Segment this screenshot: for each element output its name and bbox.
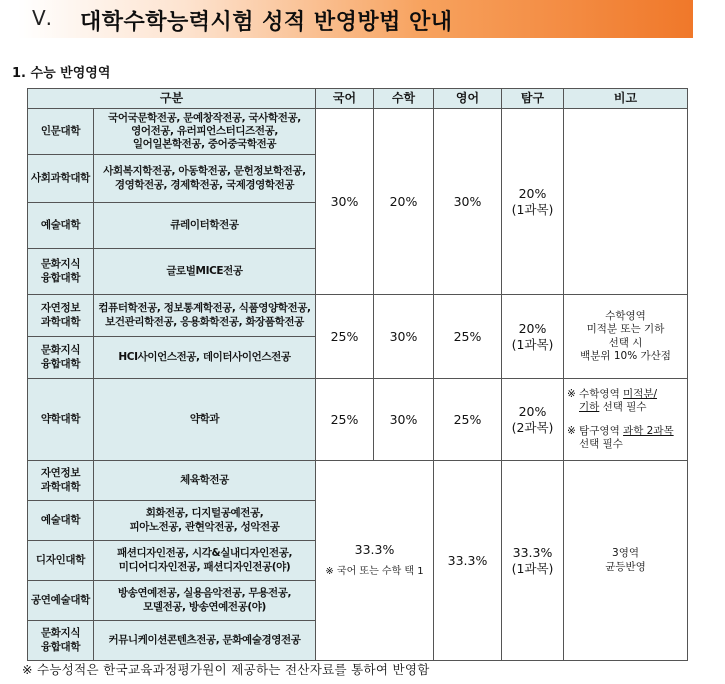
college-cell: 인문대학 <box>28 109 94 155</box>
math-value: 20% <box>374 109 434 295</box>
college-cell: 예술대학 <box>28 501 94 541</box>
college-cell: 디자인대학 <box>28 541 94 581</box>
dept-cell: 사회복지학전공, 아동학전공, 문헌정보학전공, 경영학전공, 경제학전공, 국제경영학전공 <box>94 155 316 203</box>
korean-value: 25% <box>316 295 374 379</box>
table-row <box>28 109 688 155</box>
math-value: 30% <box>374 379 434 461</box>
note-cell: ※ 수학영역 미적분/ 기하 선택 필수 ※ 탐구영역 과학 2과목 선택 필수 <box>564 379 688 461</box>
footnote: ※ 수능성적은 한국교육과정평가원이 제공하는 전산자료를 통하여 반영함 <box>22 662 430 677</box>
header-korean: 국어 <box>316 89 374 109</box>
note-cell: 수학영역 미적분 또는 기하 선택 시 백분위 10% 가산점 <box>564 295 688 379</box>
english-value: 25% <box>434 295 502 379</box>
college-cell: 약학대학 <box>28 379 94 461</box>
inquiry-value: 20% (2과목) <box>502 379 564 461</box>
subsection-title: 1. 수능 반영영역 <box>12 66 111 81</box>
table-row <box>28 379 688 461</box>
dept-cell: 방송연예전공, 실용음악전공, 무용전공, 모델전공, 방송연예전공(야) <box>94 581 316 621</box>
dept-cell: 국어국문학전공, 문예창작전공, 국사학전공, 영어전공, 유러피언스터디즈전공, 일어일본학전공, 중어중국학전공 <box>94 109 316 155</box>
college-cell: 예술대학 <box>28 203 94 249</box>
college-cell: 공연예술대학 <box>28 581 94 621</box>
dept-cell: 글로벌MICE전공 <box>94 249 316 295</box>
math-value: 30% <box>374 295 434 379</box>
table-row <box>28 295 688 337</box>
inquiry-value: 20% (1과목) <box>502 295 564 379</box>
note-cell <box>564 109 688 295</box>
dept-cell: 컴퓨터학전공, 정보통계학전공, 식품영양학전공, 보건관리학전공, 응용화학전공, 화장품학전공 <box>94 295 316 337</box>
header-category: 구분 <box>28 89 316 109</box>
dept-cell: 체육학전공 <box>94 461 316 501</box>
section-number: Ⅴ. <box>32 6 53 30</box>
inquiry-value: 20% (1과목) <box>502 109 564 295</box>
dept-cell: HCI사이언스전공, 데이터사이언스전공 <box>94 337 316 379</box>
header-english: 영어 <box>434 89 502 109</box>
header-math: 수학 <box>374 89 434 109</box>
english-value: 30% <box>434 109 502 295</box>
section-title: 대학수학능력시험 성적 반영방법 안내 <box>80 10 453 35</box>
table-header-row <box>28 89 688 109</box>
college-cell: 문화지식 융합대학 <box>28 249 94 295</box>
dept-cell: 약학과 <box>94 379 316 461</box>
english-value: 33.3% <box>434 461 502 661</box>
header-inquiry: 탐구 <box>502 89 564 109</box>
college-cell: 문화지식 융합대학 <box>28 337 94 379</box>
korean-math-value: 33.3% ※ 국어 또는 수학 택 1 <box>316 461 434 661</box>
inquiry-value: 33.3% (1과목) <box>502 461 564 661</box>
dept-cell: 큐레이터학전공 <box>94 203 316 249</box>
english-value: 25% <box>434 379 502 461</box>
college-cell: 사회과학대학 <box>28 155 94 203</box>
dept-cell: 회화전공, 디지털공예전공, 피아노전공, 관현악전공, 성악전공 <box>94 501 316 541</box>
header-note: 비고 <box>564 89 688 109</box>
dept-cell: 패션디자인전공, 시각&실내디자인전공, 미디어디자인전공, 패션디자인전공(야) <box>94 541 316 581</box>
section-banner <box>18 0 693 38</box>
korean-value: 30% <box>316 109 374 295</box>
dept-cell: 커뮤니케이션콘텐츠전공, 문화예술경영전공 <box>94 621 316 661</box>
college-cell: 자연정보 과학대학 <box>28 461 94 501</box>
korean-value: 25% <box>316 379 374 461</box>
college-cell: 자연정보 과학대학 <box>28 295 94 337</box>
score-table <box>27 88 688 661</box>
table-row <box>28 461 688 501</box>
note-cell: 3영역 균등반영 <box>564 461 688 661</box>
college-cell: 문화지식 융합대학 <box>28 621 94 661</box>
